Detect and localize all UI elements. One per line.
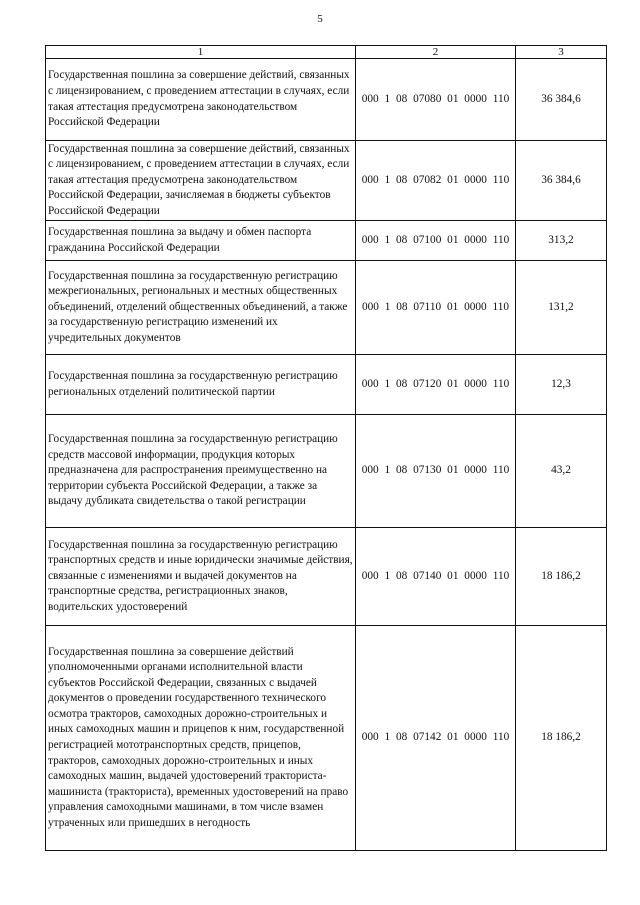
row-budget-code: 000 1 08 07140 01 0000 110 — [356, 528, 516, 626]
row-amount: 18 186,2 — [516, 528, 607, 626]
row-budget-code: 000 1 08 07142 01 0000 110 — [356, 626, 516, 851]
table-row — [46, 141, 607, 221]
row-amount: 43,2 — [516, 415, 607, 528]
row-amount: 36 384,6 — [516, 59, 607, 141]
table-row — [46, 355, 607, 415]
row-budget-code: 000 1 08 07100 01 0000 110 — [356, 221, 516, 261]
row-budget-code: 000 1 08 07080 01 0000 110 — [356, 59, 516, 141]
table-row — [46, 261, 607, 355]
row-description: Государственная пошлина за совершение действий, связанных с лицензированием, с проведением аттестации в случаях, если такая аттестация предусмотрена законодательством Российской Федерации — [46, 59, 356, 141]
table-row — [46, 221, 607, 261]
row-description: Государственная пошлина за совершение действий уполномоченными органами исполнительной власти субъектов Российской Федерации, связанных с выдачей документов о проведении государственного технического осмотра тракторов, самоходных дорожно-строительных и иных самоходных машин и прицепов к ним, государственной регистрацией мототранспортных средств, прицепов, тракторов, самоходных дорожно-строительных и иных самоходных машин, выдачей удостоверений тракториста-машиниста (тракториста), временных удостоверений на право управления самоходными машинами, в том числе взамен утраченных или пришедших в негодность — [46, 626, 356, 851]
row-budget-code: 000 1 08 07130 01 0000 110 — [356, 415, 516, 528]
table-row — [46, 528, 607, 626]
row-budget-code: 000 1 08 07082 01 0000 110 — [356, 141, 516, 221]
table-header-row — [46, 46, 607, 59]
row-description: Государственная пошлина за государственную регистрацию средств массовой информации, продукция которых предназначена для распространения преимущественно на территории субъекта Российской Федерации, а также за выдачу дубликата свидетельства о такой регистрации — [46, 415, 356, 528]
row-amount: 36 384,6 — [516, 141, 607, 221]
row-amount: 131,2 — [516, 261, 607, 355]
row-description: Государственная пошлина за совершение действий, связанных с лицензированием, с проведением аттестации в случаях, если такая аттестация предусмотрена законодательством Российской Федерации, зачисляемая в бюджеты субъектов Российской Федерации — [46, 141, 356, 221]
column-header-description: 1 — [46, 46, 356, 59]
row-description: Государственная пошлина за выдачу и обмен паспорта гражданина Российской Федерации — [46, 221, 356, 261]
row-amount: 313,2 — [516, 221, 607, 261]
row-amount: 12,3 — [516, 355, 607, 415]
row-description: Государственная пошлина за государственную регистрацию региональных отделений политической партии — [46, 355, 356, 415]
row-budget-code: 000 1 08 07120 01 0000 110 — [356, 355, 516, 415]
row-budget-code: 000 1 08 07110 01 0000 110 — [356, 261, 516, 355]
revenue-table — [45, 45, 607, 851]
row-amount: 18 186,2 — [516, 626, 607, 851]
page-number: 5 — [317, 13, 323, 25]
table-row — [46, 626, 607, 851]
column-header-amount: 3 — [516, 46, 607, 59]
row-description: Государственная пошлина за государственную регистрацию транспортных средств и иные юридически значимые действия, связанные с изменениями и выдачей документов на транспортные средства, регистрационных знаков, водительских удостоверений — [46, 528, 356, 626]
column-header-code: 2 — [356, 46, 516, 59]
table-row — [46, 59, 607, 141]
row-description: Государственная пошлина за государственную регистрацию межрегиональных, региональных и местных общественных объединений, отделений общественных объединений, а также за государственную регистрацию изменений их учредительных документов — [46, 261, 356, 355]
table-row — [46, 415, 607, 528]
